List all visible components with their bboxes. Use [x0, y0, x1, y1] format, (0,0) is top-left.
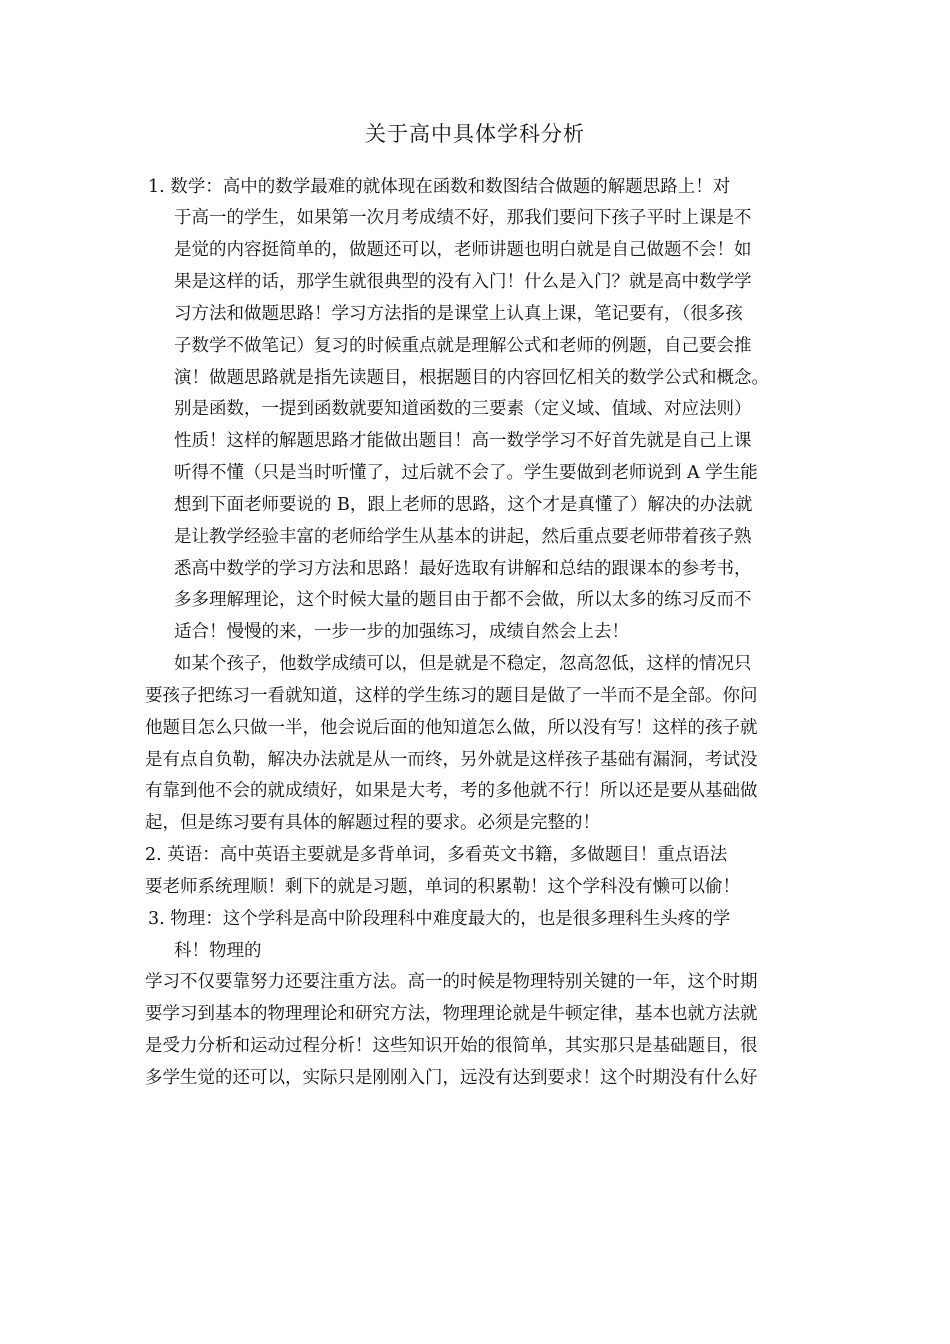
text-line: 要老师系统理顺！剩下的就是习题，单词的积累勒！这个学科没有懒可以偷！ [145, 877, 740, 897]
text-line: 适合！慢慢的来，一步一步的加强练习，成绩自然会上去！ [174, 622, 629, 642]
text-line: 演！做题思路就是指先读题目，根据题目的内容回忆相关的数学公式和概念。 [174, 368, 769, 388]
text-line: 有靠到他不会的就成绩好，如果是大考，考的多他就不行！所以还是要从基础做 [145, 781, 758, 801]
text-line: 多多理解理论，这个时候大量的题目由于都不会做，所以太多的练习反而不 [174, 590, 752, 610]
text-line: 学习不仅要靠努力还要注重方法。高一的时候是物理特别关键的一年，这个时期 [145, 972, 758, 992]
text-line: 科！物理的 [174, 941, 262, 961]
document-title: 关于高中具体学科分析 [365, 122, 585, 146]
text-line: 要孩子把练习一看就知道，这样的学生练习的题目是做了一半而不是全部。你问 [145, 686, 758, 706]
text-line: 习方法和做题思路！学习方法指的是课堂上认真上课，笔记要有，（很多孩 [174, 304, 743, 324]
text-line: 多学生觉的还可以，实际只是刚刚入门，远没有达到要求！这个时期没有什么好 [145, 1068, 758, 1088]
text-line: 是有点自负勒，解决办法就是从一而终，另外就是这样孩子基础有漏洞，考试没 [145, 750, 758, 770]
text-line: 他题目怎么只做一半，他会说后面的他知道怎么做，所以没有写！这样的孩子就 [145, 718, 758, 738]
text-line: 2. 英语：高中英语主要就是多背单词，多看英文书籍，多做题目！重点语法 [145, 845, 728, 865]
text-line: 是让教学经验丰富的老师给学生从基本的讲起，然后重点要老师带着孩子熟 [174, 527, 752, 547]
text-line: 想到下面老师要说的 B，跟上老师的思路，这个才是真懂了）解决的办法就 [174, 495, 753, 515]
text-line: 是觉的内容挺简单的，做题还可以，老师讲题也明白就是自己做题不会！如 [174, 240, 752, 260]
text-line: 起，但是练习要有具体的解题过程的要求。必须是完整的！ [145, 813, 600, 833]
text-line: 性质！这样的解题思路才能做出题目！高一数学学习不好首先就是自己上课 [174, 431, 752, 451]
text-line: 1. 数学：高中的数学最难的就体现在函数和数图结合做题的解题思路上！对 [148, 177, 731, 197]
text-line: 果是这样的话，那学生就很典型的没有入门！什么是入门？就是高中数学学 [174, 272, 752, 292]
text-line: 于高一的学生，如果第一次月考成绩不好，那我们要问下孩子平时上课是不 [174, 208, 752, 228]
text-line: 别是函数，一提到函数就要知道函数的三要素（定义域、值域、对应法则） [174, 399, 752, 419]
text-line: 如某个孩子，他数学成绩可以，但是就是不稳定，忽高忽低，这样的情况只 [174, 654, 752, 674]
text-line: 悉高中数学的学习方法和思路！最好选取有讲解和总结的跟课本的参考书， [174, 559, 752, 579]
text-line: 子数学不做笔记）复习的时候重点就是理解公式和老师的例题，自己要会推 [174, 336, 752, 356]
text-line: 是受力分析和运动过程分析！这些知识开始的很简单，其实那只是基础题目，很 [145, 1036, 758, 1056]
text-line: 3. 物理：这个学科是高中阶段理科中难度最大的，也是很多理科生头疼的学 [148, 909, 731, 929]
text-line: 要学习到基本的物理理论和研究方法，物理理论就是牛顿定律，基本也就方法就 [145, 1004, 758, 1024]
text-line: 听得不懂（只是当时听懂了，过后就不会了。学生要做到老师说到 A 学生能 [174, 463, 758, 483]
